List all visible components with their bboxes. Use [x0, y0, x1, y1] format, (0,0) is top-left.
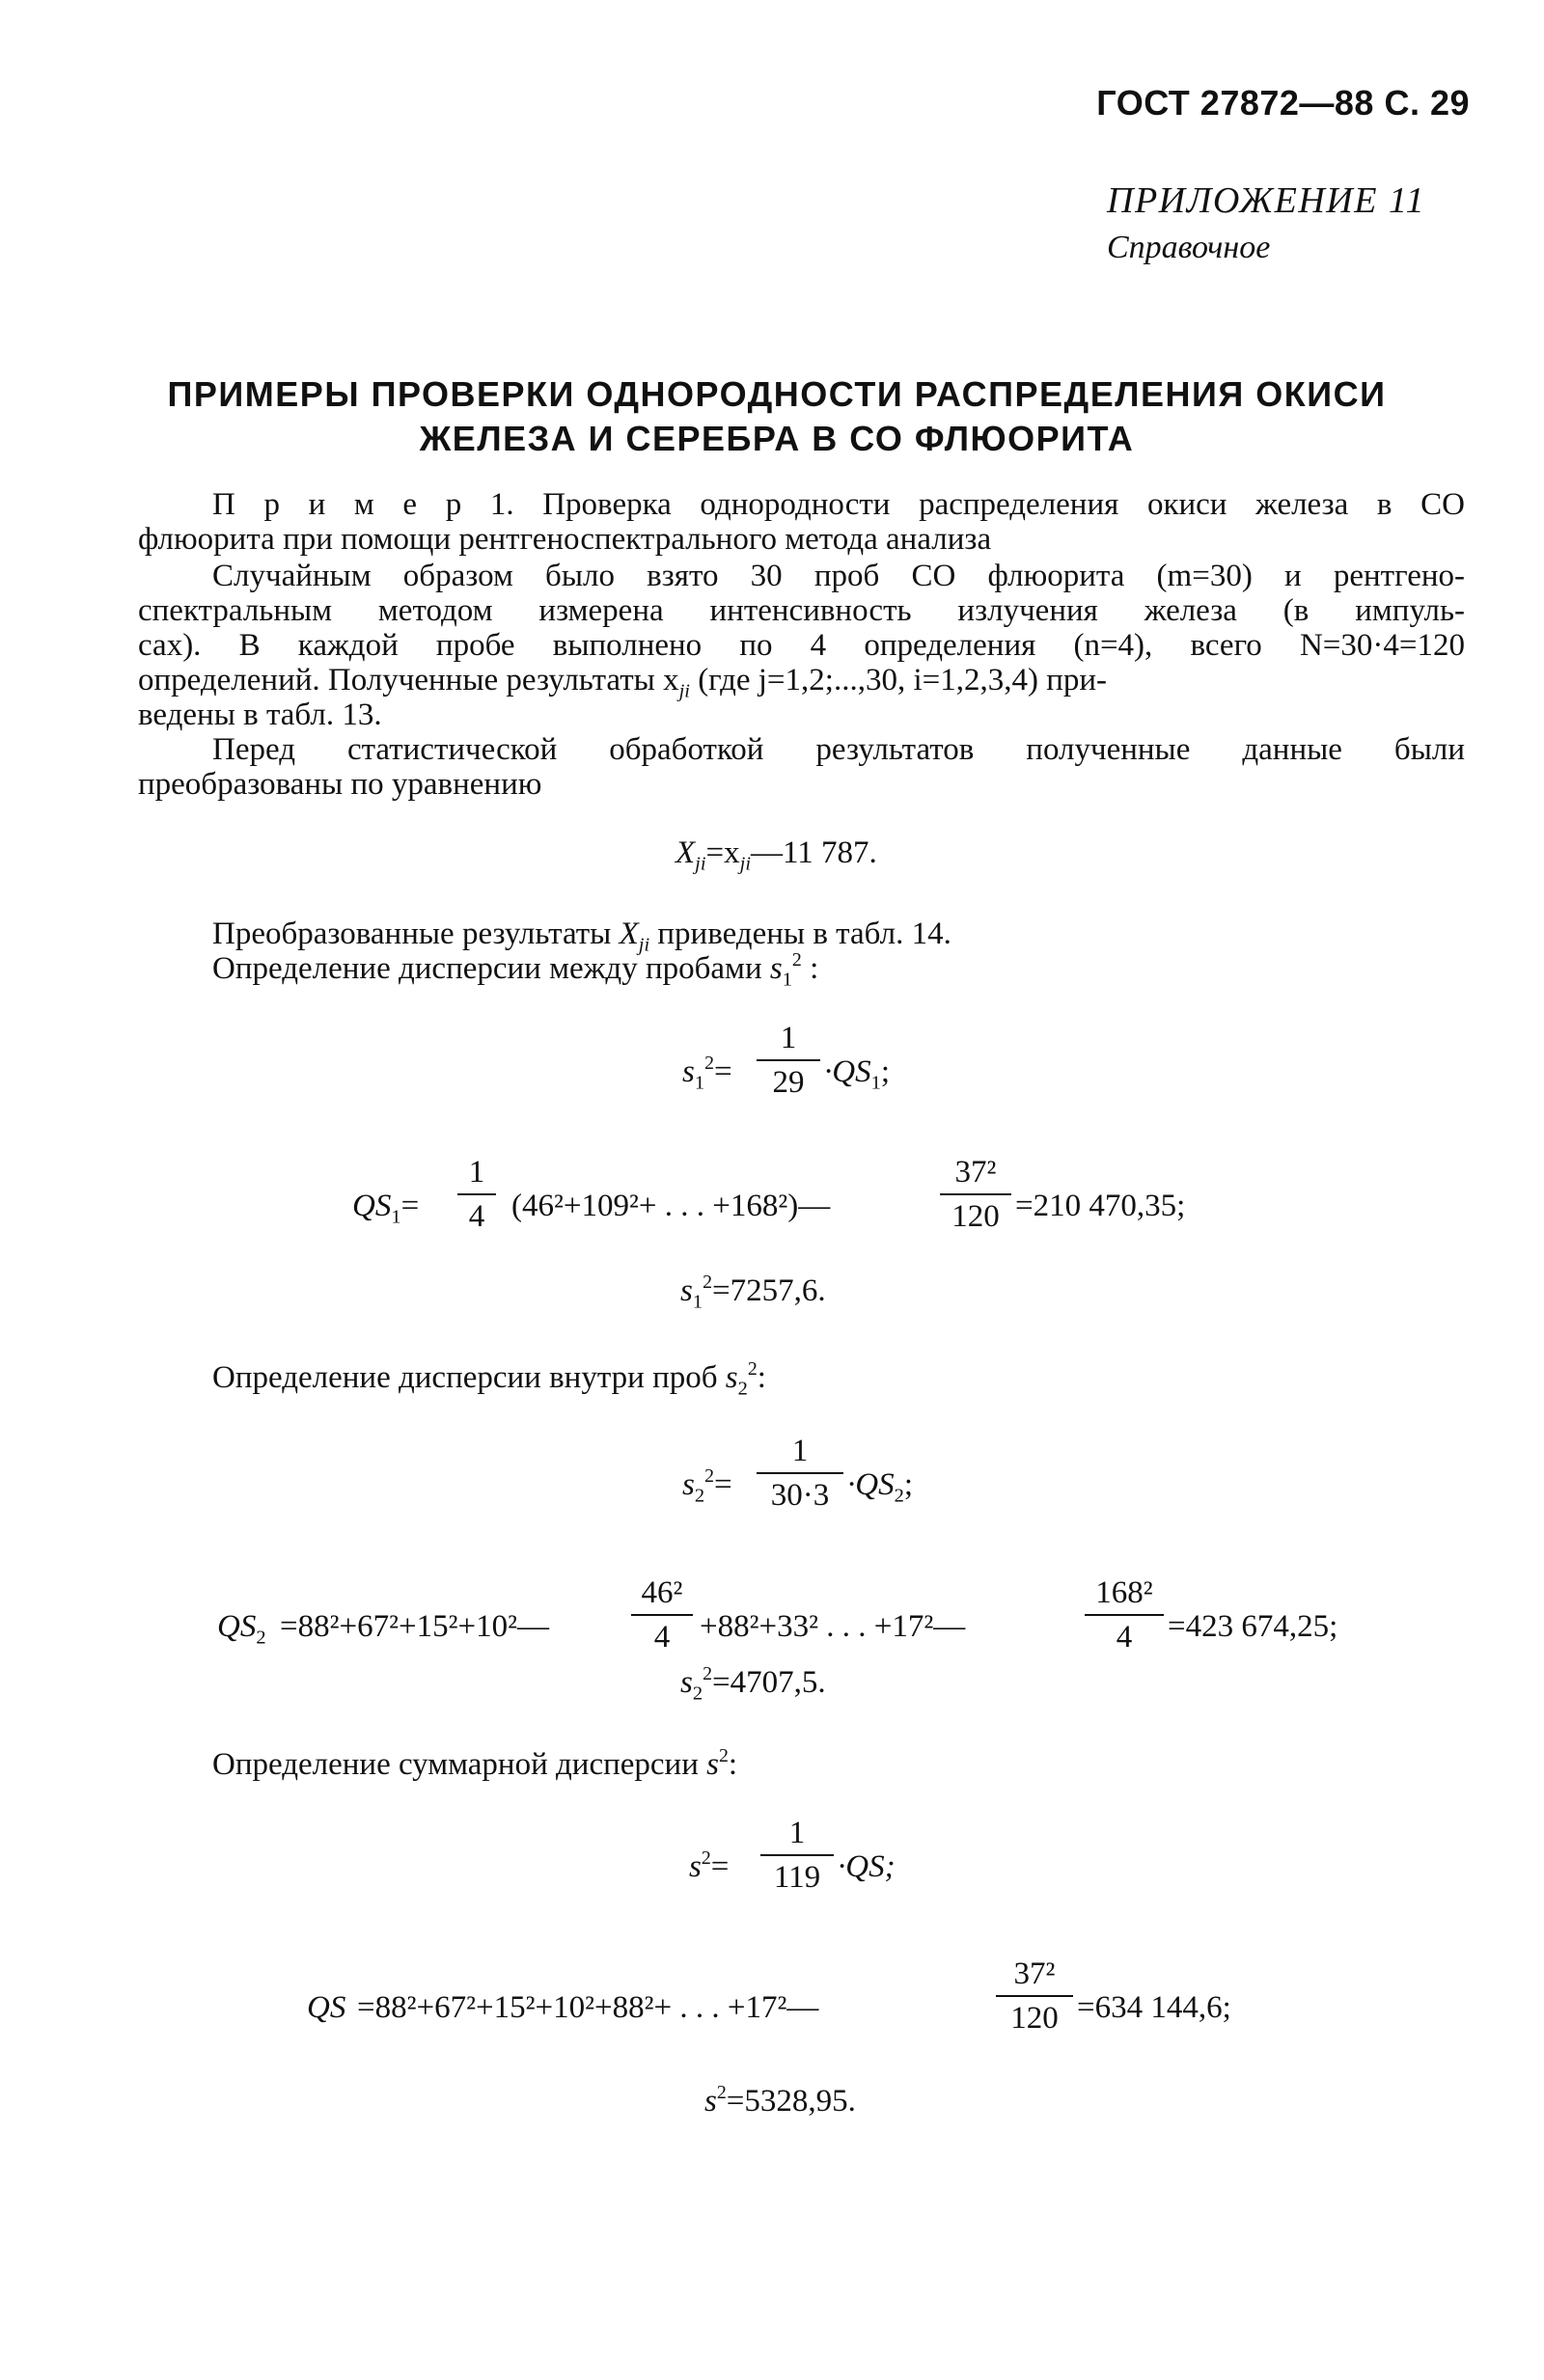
- paragraph-2-line-1: Случайным образом было взято 30 проб СО флюорита (m=30) и рентгено-: [212, 559, 1465, 593]
- appendix-title: ПРИЛОЖЕНИЕ 11: [1107, 180, 1426, 221]
- paragraph-2-line-4: определений. Полученные результаты $x_{ji}$ (где j=1,2;...,30, i=1,2,3,4) при-: [138, 663, 1108, 702]
- qs2-formula-lhs: $QS_2$: [217, 1609, 266, 1649]
- s-formula-rhs: ·QS;: [838, 1849, 896, 1884]
- paragraph-2-line-5: ведены в табл. 13.: [138, 698, 382, 732]
- s1-fraction: $\frac{1}{29}$: [757, 1021, 820, 1101]
- qs2-fraction-2: $\frac{\text{168²}}{4}$: [1085, 1575, 1164, 1655]
- paragraph-4-line-1: Преобразованные результаты $X_{ji}$ приведены в табл. 14.: [212, 916, 951, 956]
- appendix-subtitle: Справочное: [1107, 230, 1271, 265]
- qs2-formula-part2: +88²+33² . . . +17²—: [700, 1609, 966, 1644]
- s2-intro: Определение дисперсии внутри проб $s_2^2$:: [212, 1358, 766, 1400]
- paragraph-1-line-2: флюорита при помощи рентгеноспектрального метода анализа: [138, 522, 992, 557]
- paragraph-3-line-2: преобразованы по уравнению: [138, 767, 542, 802]
- s-formula-lhs: $s^2=$: [689, 1847, 730, 1884]
- paragraph-2-line-2: спектральным методом измерена интенсивность излучения железа (в импуль-: [138, 593, 1465, 628]
- qs-fraction: $\frac{\text{37²}}{120}$: [996, 1956, 1073, 2037]
- qs1-fraction-1: $\frac{1}{4}$: [457, 1155, 496, 1235]
- qs1-formula-result: =210 470,35;: [1015, 1189, 1186, 1223]
- s-fraction: $\frac{1}{119}$: [760, 1816, 834, 1896]
- s2-formula-lhs: $s_2^2=$: [682, 1465, 732, 1507]
- s-value: $s^2=5328,95$.: [704, 2082, 856, 2119]
- s2-fraction: $\frac{1}{30\cdot 3}$: [757, 1434, 843, 1514]
- qs-formula-lhs: QS: [307, 1990, 346, 2025]
- s1-formula-lhs: $s_1^2=$: [682, 1053, 732, 1094]
- s-intro: Определение суммарной дисперсии $s^2$:: [212, 1745, 738, 1782]
- qs-formula-part: =88²+67²+15²+10²+88²+ . . . +17²—: [357, 1990, 819, 2025]
- transform-equation: $X_{ji}=x_{ji}—11$ 787.: [676, 835, 877, 875]
- paragraph-1-line-1: П р и м е р 1. Проверка однородности распределения окиси железа в СО: [212, 487, 1465, 522]
- paragraph-4-line-2: Определение дисперсии между пробами $s_1^2$ :: [212, 949, 819, 991]
- qs1-fraction-2: $\frac{\text{37²}}{120}$: [940, 1155, 1011, 1235]
- page-header: ГОСТ 27872—88 С. 29: [1096, 83, 1470, 123]
- s1-value: $s_1^2=7257,6$.: [680, 1272, 826, 1313]
- paragraph-2-line-3: сах). В каждой пробе выполнено по 4 определения (n=4), всего N=30·4=120: [138, 628, 1465, 663]
- qs-formula-result: =634 144,6;: [1077, 1990, 1231, 2025]
- section-title-line-1: ПРИМЕРЫ ПРОВЕРКИ ОДНОРОДНОСТИ РАСПРЕДЕЛЕНИЯ ОКИСИ: [167, 374, 1387, 414]
- section-title-line-2: ЖЕЛЕЗА И СЕРЕБРА В СО ФЛЮОРИТА: [419, 419, 1135, 458]
- paragraph-3-line-1: Перед статистической обработкой результатов полученные данные были: [212, 732, 1465, 767]
- qs1-formula-lhs: $QS_1=$: [352, 1189, 420, 1228]
- qs2-formula-part1: =88²+67²+15²+10²—: [280, 1609, 550, 1644]
- qs2-fraction-1: $\frac{\text{46²}}{4}$: [631, 1575, 693, 1655]
- s2-value: $s_2^2=4707,5$.: [680, 1663, 826, 1705]
- s2-formula-rhs: $\cdot QS_2$;: [847, 1467, 913, 1507]
- qs1-formula-body: (46²+109²+ . . . +168²)—: [511, 1189, 831, 1223]
- s1-formula-rhs: $\cdot QS_1$;: [824, 1054, 890, 1094]
- qs2-formula-result: =423 674,25;: [1168, 1609, 1338, 1644]
